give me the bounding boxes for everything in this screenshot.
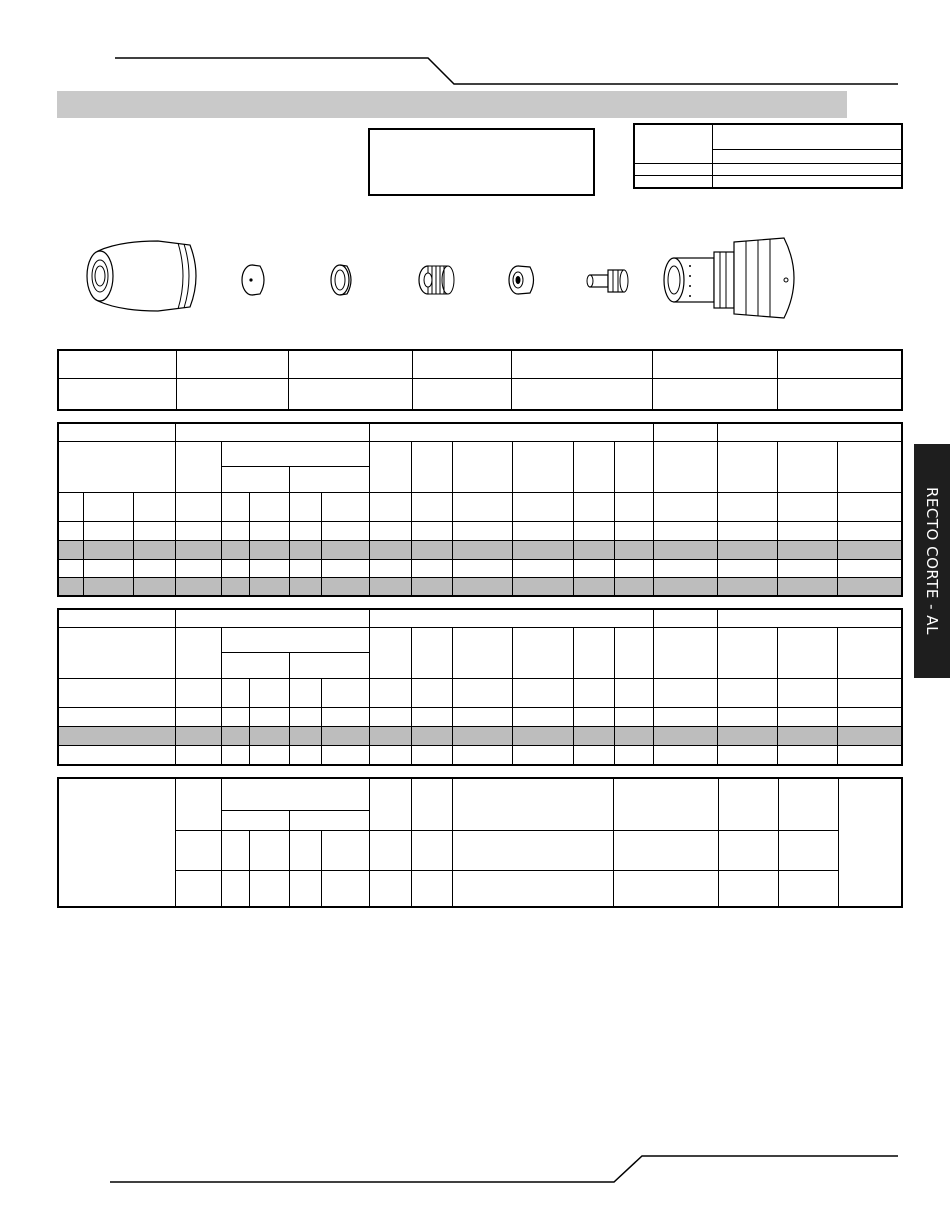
electrode-icon [584, 266, 632, 296]
footer-rule [0, 1140, 950, 1200]
swirl-ring-icon [414, 260, 460, 300]
cut-chart-3 [58, 778, 902, 907]
cut-chart-1 [58, 423, 902, 596]
nozzle-icon [506, 262, 542, 298]
cut-chart-2 [58, 609, 902, 765]
torch-body-icon [654, 232, 806, 324]
info-box [368, 128, 595, 196]
side-tab [914, 444, 950, 678]
section-title-band [57, 91, 847, 118]
part-number-table [58, 350, 902, 410]
header-rule [0, 0, 950, 90]
side-tab-label: RECTO CORTE - AL [923, 487, 941, 635]
spec-table-top-right [634, 124, 902, 188]
retaining-ring-icon [328, 262, 358, 298]
shield-cap-icon [80, 235, 205, 317]
shield-disk-icon [238, 262, 272, 298]
